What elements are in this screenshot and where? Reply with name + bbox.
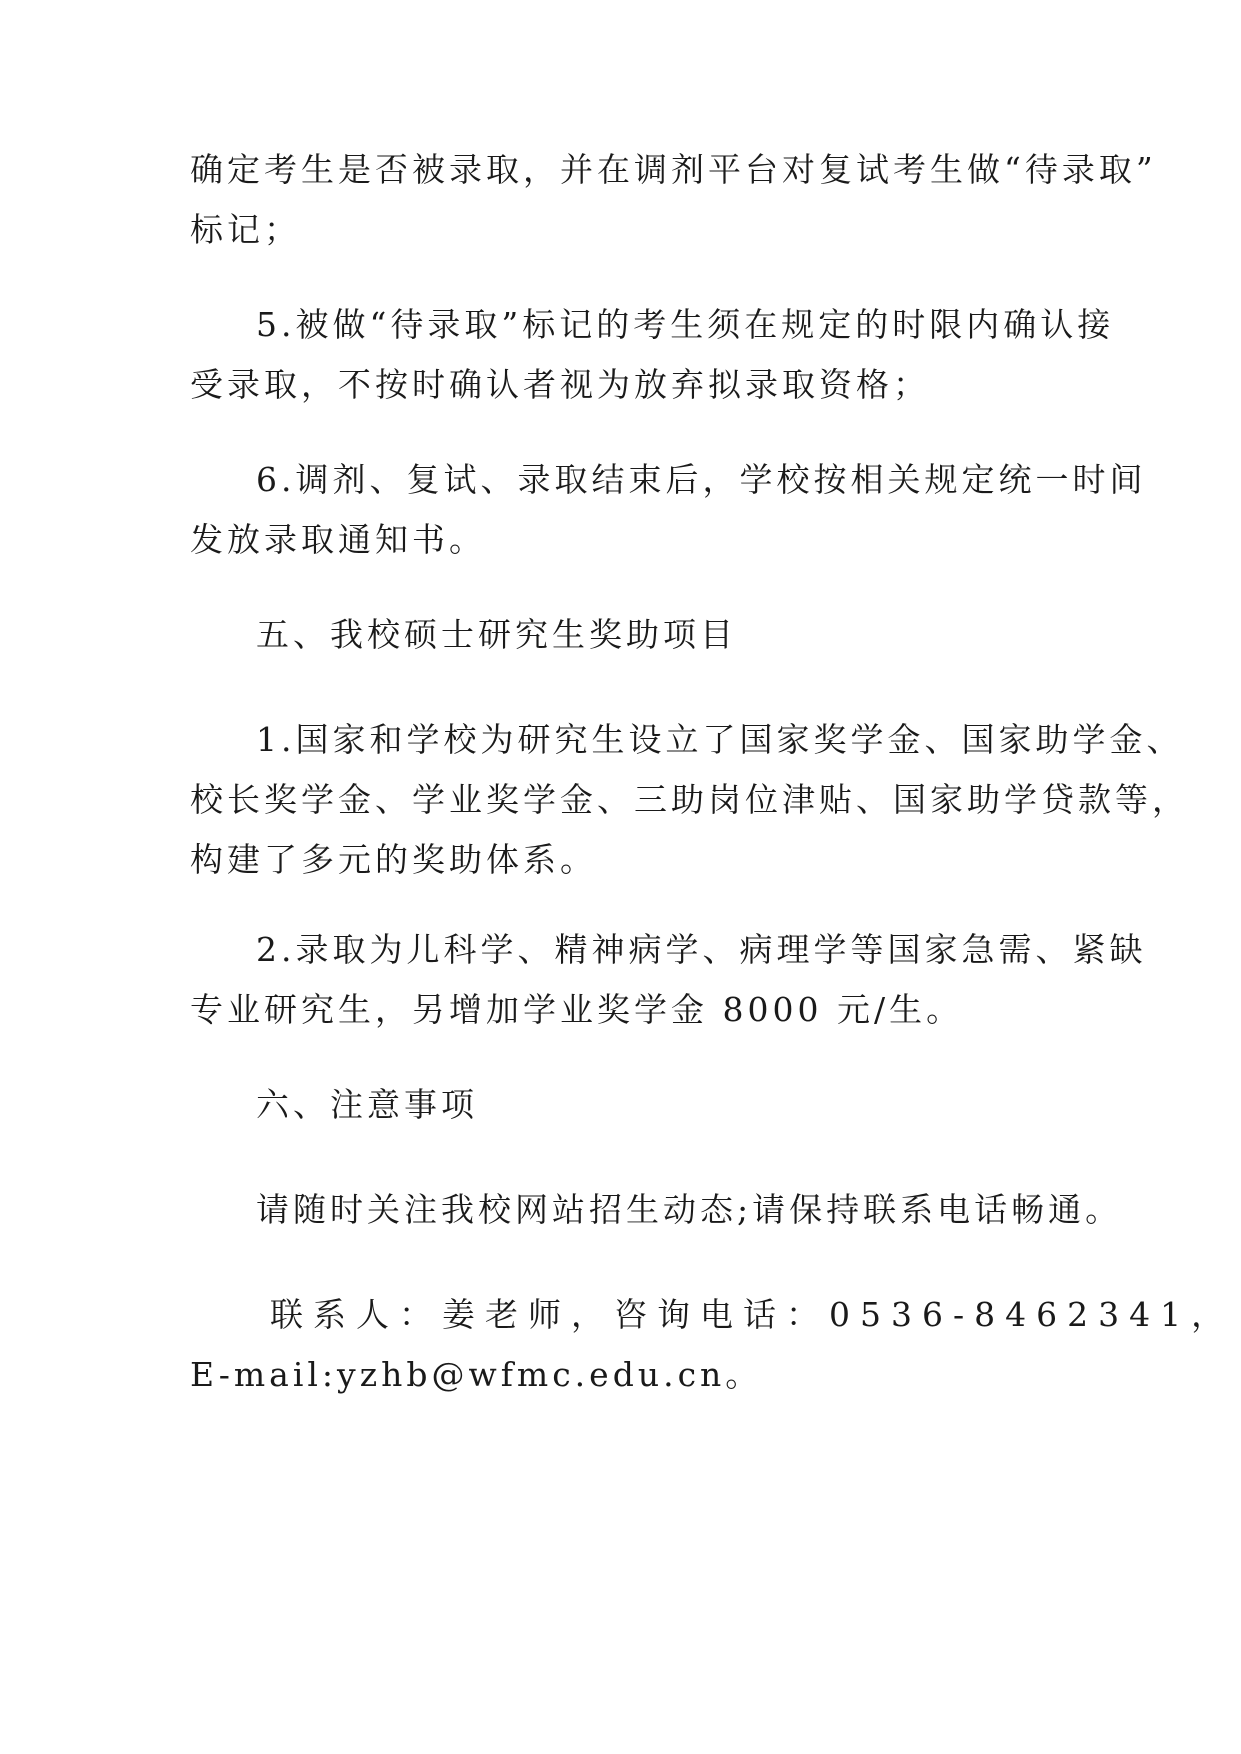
text-line: 1.国家和学校为研究生设立了国家奖学金、国家助学金、 — [256, 720, 1184, 759]
text-line: 校长奖学金、学业奖学金、三助岗位津贴、国家助学贷款等， — [190, 780, 1189, 819]
paragraph-scholarship-1 — [190, 710, 1189, 890]
text-line: 发放录取通知书。 — [190, 520, 486, 559]
section-heading-scholarships: 五、我校硕士研究生奖助项目 — [256, 615, 737, 654]
paragraph-notice: 请随时关注我校网站招生动态;请保持联系电话畅通。 — [256, 1190, 1123, 1229]
email-text: E-mail:yzhb@wfmc.edu.cn。 — [190, 1355, 763, 1394]
text-line: 6.调剂、复试、录取结束后，学校按相关规定统一时间 — [256, 460, 1147, 499]
paragraph-admission-confirm — [190, 140, 1157, 260]
contact-info-line: 联系人：姜老师，咨询电话：0536-8462341， — [270, 1295, 1235, 1334]
text-line: 专业研究生，另增加学业奖学金 8000 元/生。 — [190, 990, 964, 1029]
text-line: 构建了多元的奖助体系。 — [190, 840, 597, 879]
paragraph-scholarship-2 — [190, 920, 1147, 1040]
text-line: 2.录取为儿科学、精神病学、病理学等国家急需、紧缺 — [256, 930, 1147, 969]
paragraph-item-5 — [190, 295, 1115, 415]
text-line: 5.被做“待录取”标记的考生须在规定的时限内确认接 — [256, 305, 1115, 344]
paragraph-item-6 — [190, 450, 1147, 570]
section-heading-notes: 六、注意事项 — [256, 1085, 478, 1124]
text-line: 受录取，不按时确认者视为放弃拟录取资格； — [190, 365, 930, 404]
text-line: 标记； — [190, 210, 301, 249]
text-line: 确定考生是否被录取，并在调剂平台对复试考生做“待录取” — [190, 150, 1157, 189]
contact-email-line — [190, 1345, 1052, 1405]
